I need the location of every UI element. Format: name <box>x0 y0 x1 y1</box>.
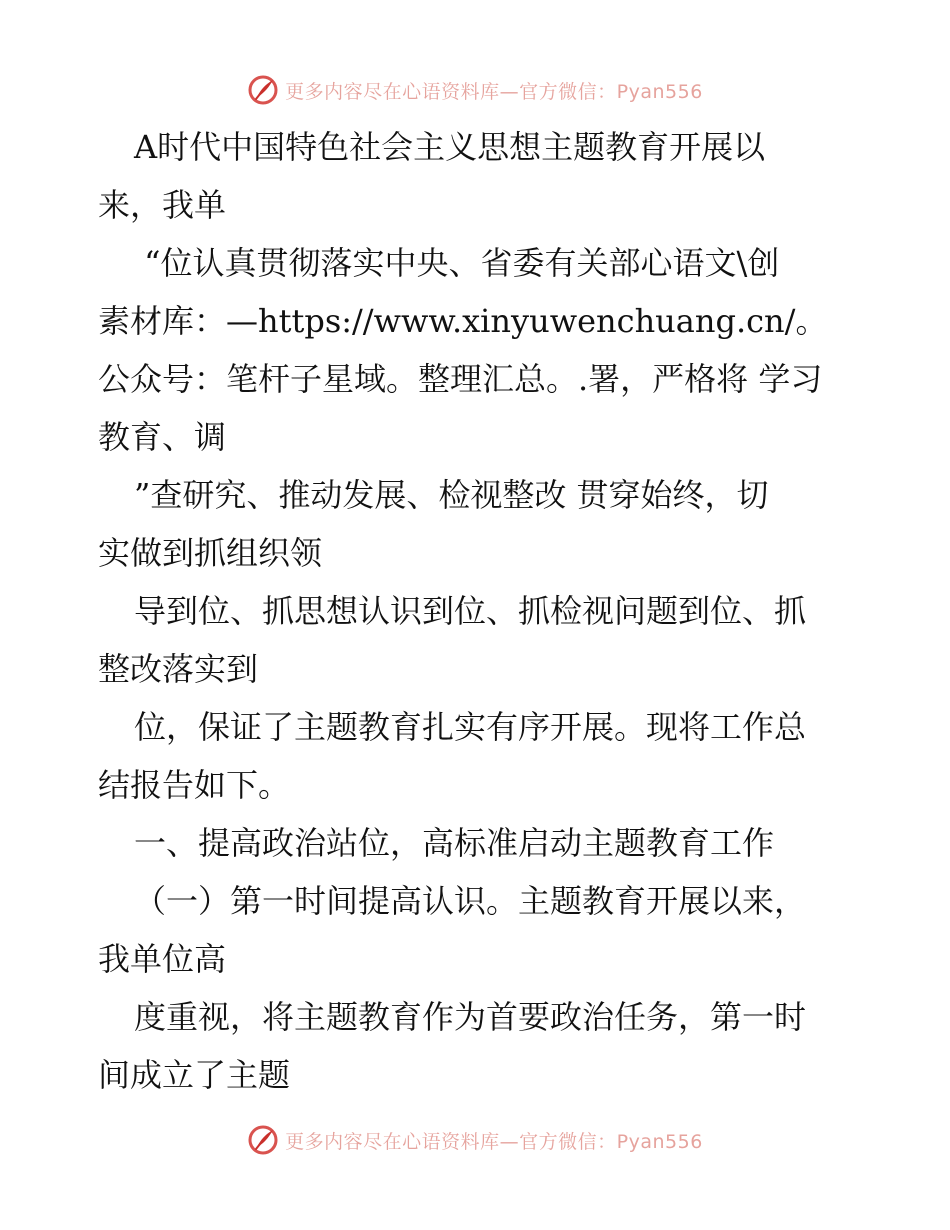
watermark-text: 更多内容尽在心语资料库—官方微信：Pyan556 <box>285 1130 703 1153</box>
section-heading-1-text: 一、提高政治站位，高标准启动主题教育工作 <box>134 824 775 862</box>
paragraph-5-rest: 结报告如下。 <box>98 766 291 804</box>
paragraph-4-rest: 整改落实到 <box>98 650 259 688</box>
paragraph-3 <box>98 466 850 582</box>
paragraph-4 <box>98 582 850 698</box>
document-body <box>98 118 850 1104</box>
paragraph-2 <box>98 234 850 466</box>
header-watermark <box>0 72 950 108</box>
paragraph-8 <box>98 988 850 1104</box>
section-heading-1 <box>98 814 850 872</box>
feather-pen-logo-icon <box>247 1124 279 1156</box>
paragraph-5 <box>98 698 850 814</box>
paragraph-2-rest: 素材库：—https://www.xinyuwenchuang.cn/。公众号：笔杆子星域。整理汇总。.署，严格将 学习教育、调 <box>98 302 828 456</box>
paragraph-4-lead: 导到位、抓思想认识到位、抓检视问题到位、抓 <box>134 592 807 630</box>
paragraph-3-lead: ”查研究、推动发展、检视整改 贯穿始终，切 <box>134 476 769 514</box>
paragraph-8-lead: 度重视，将主题教育作为首要政治任务，第一时 <box>134 998 807 1036</box>
paragraph-1-lead: A时代中国特色社会主义思想主题教育开展以 <box>134 128 766 166</box>
paragraph-8-rest: 间成立了主题 <box>98 1056 291 1094</box>
paragraph-7 <box>98 872 850 988</box>
paragraph-7-rest: 我单位高 <box>98 940 227 978</box>
footer-watermark <box>0 1122 950 1158</box>
paragraph-7-lead: （一）第一时间提高认识。主题教育开展以来， <box>134 882 807 920</box>
paragraph-5-lead: 位，保证了主题教育扎实有序开展。现将工作总 <box>134 708 807 746</box>
watermark-text: 更多内容尽在心语资料库—官方微信：Pyan556 <box>285 80 703 103</box>
paragraph-1-rest: 来，我单 <box>98 186 227 224</box>
paragraph-2-lead: “位认真贯彻落实中央、省委有关部心语文\创 <box>134 244 780 282</box>
paragraph-1 <box>98 118 850 234</box>
paragraph-3-rest: 实做到抓组织领 <box>98 534 323 572</box>
feather-pen-logo-icon <box>247 74 279 106</box>
